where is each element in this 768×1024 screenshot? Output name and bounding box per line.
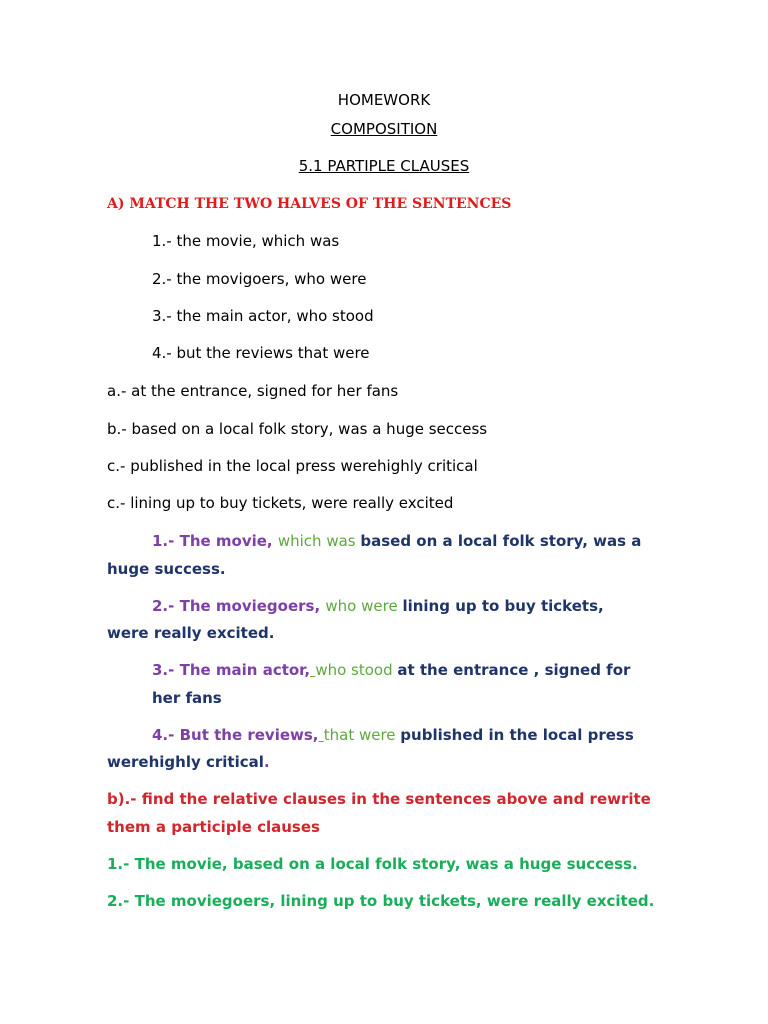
answer-period: . — [263, 753, 270, 771]
section-b-instruction: b).- find the relative clauses in the sentences above and rewrite — [107, 790, 651, 808]
answer-1-line-2: huge success. — [107, 560, 226, 578]
answer-4-line-2 — [107, 752, 270, 772]
rewrite-line: 2.- The moviegoers, lining up to buy tickets, were really excited. — [107, 892, 655, 910]
lettered-item: c.- published in the local press werehighly critical — [107, 457, 478, 475]
section-title: 5.1 PARTIPLE CLAUSES — [298, 157, 470, 175]
lettered-item: b.- based on a local folk story, was a huge seccess — [107, 420, 488, 438]
answer-2-line-2: were really excited. — [107, 624, 275, 642]
answer-relative: who were — [325, 597, 403, 615]
answer-3-line-2: her fans — [152, 689, 222, 707]
answer-1-line-1 — [152, 531, 641, 551]
answer-4-line-1 — [152, 725, 634, 745]
lettered-item: a.- at the entrance, signed for her fans — [107, 382, 399, 400]
answer-rest: based on a local folk story, was a — [360, 532, 642, 550]
numbered-item: 2.- the movigoers, who were — [152, 270, 367, 288]
lettered-item: c.- lining up to buy tickets, were really excited — [107, 494, 454, 512]
answer-subject: The moviegoers, — [179, 597, 326, 615]
answer-subject: The main actor, — [179, 661, 311, 679]
numbered-item: 4.- but the reviews that were — [152, 344, 370, 362]
answer-number: 4. — [152, 726, 169, 744]
answer-dash: - — [168, 726, 180, 744]
numbered-item: 3.- the main actor, who stood — [152, 307, 374, 325]
rewrite-line: 1.- The movie, based on a local folk story, was a huge success. — [107, 855, 638, 873]
answer-relative: who stood — [315, 661, 398, 679]
answer-relative: that were — [323, 726, 401, 744]
answer-number: 3.- — [152, 661, 180, 679]
answer-number: 2.- — [152, 597, 180, 615]
page-title: HOMEWORK — [337, 91, 431, 109]
answer-rest: published in the local press — [400, 726, 634, 744]
section-b-instruction-cont: them a participle clauses — [107, 818, 320, 836]
answer-subject: The movie, — [179, 532, 278, 550]
answer-rest: werehighly critical — [107, 753, 264, 771]
answer-subject: But the reviews, — [179, 726, 319, 744]
answer-rest: at the entrance , signed for — [397, 661, 631, 679]
answer-number: 1.- — [152, 532, 180, 550]
answer-2-line-1 — [152, 596, 604, 616]
answer-relative: which was — [277, 532, 361, 550]
numbered-item: 1.- the movie, which was — [152, 232, 340, 250]
section-a-heading: A) MATCH THE TWO HALVES OF THE SENTENCES — [107, 196, 512, 212]
answer-3-line-1 — [152, 660, 630, 680]
answer-rest: lining up to buy tickets, — [402, 597, 604, 615]
page-subtitle: COMPOSITION — [330, 120, 438, 138]
